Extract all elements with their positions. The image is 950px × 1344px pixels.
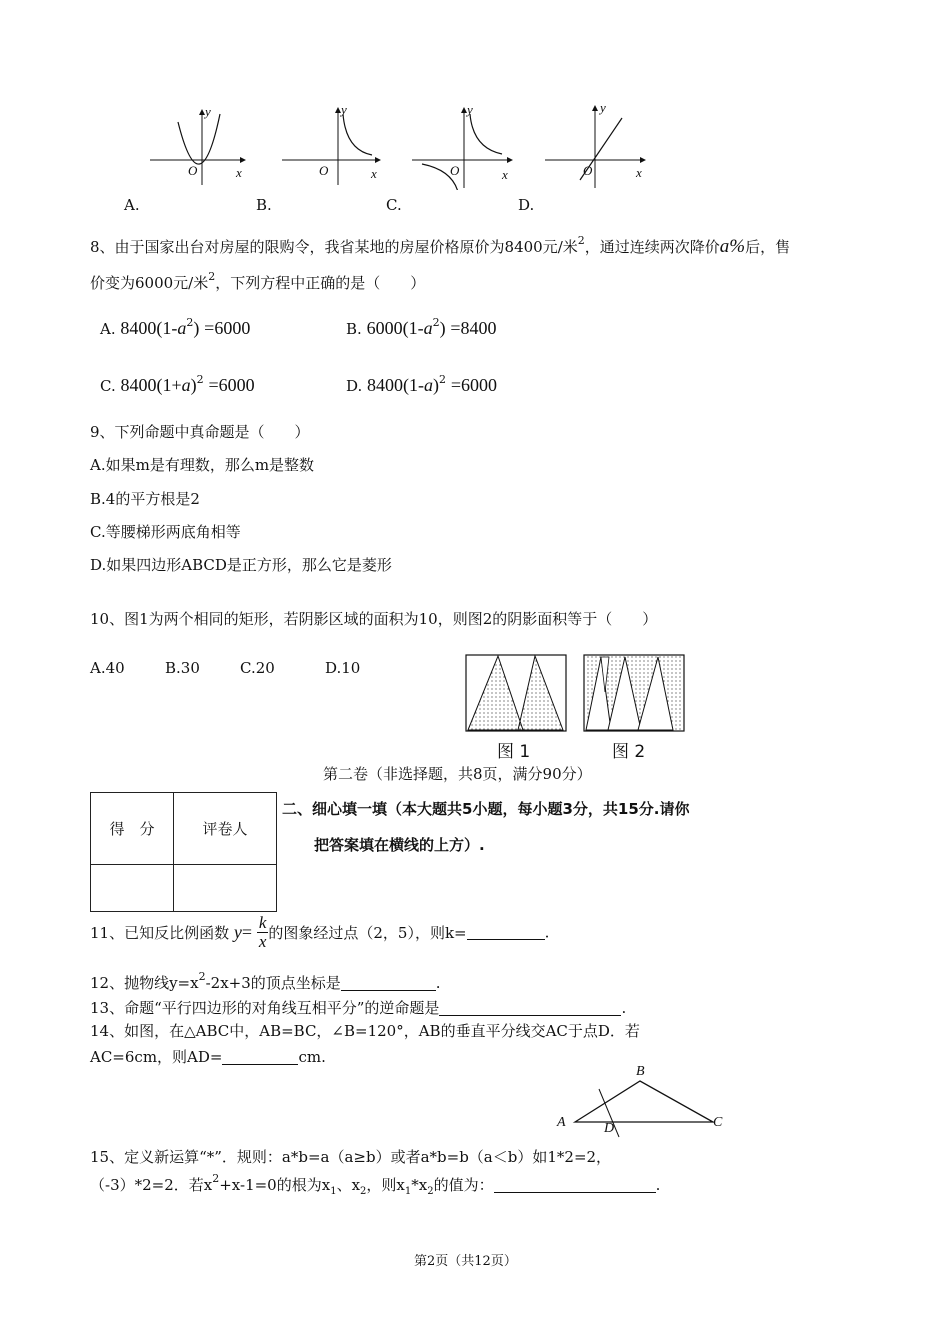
q8-option-c-rhs: =6000	[208, 375, 255, 395]
graph-b-y-label: y	[341, 102, 347, 117]
q8-option-d-close: )	[433, 375, 440, 395]
q15-pre: （-3）*2=2．若x	[90, 1176, 213, 1194]
q7-graphs	[140, 100, 660, 190]
q8-option-c-label: C.	[100, 377, 116, 395]
q14-line2-end: cm.	[298, 1048, 326, 1066]
q13-answer-blank[interactable]	[439, 1001, 621, 1016]
q15-sup: 2	[212, 1172, 220, 1185]
q10-figures	[463, 652, 693, 734]
graph-a-y-label: y	[205, 104, 211, 119]
q15-line1: 15、定义新运算“*”．规则：a*b=a（a≥b）或者a*b=b（a＜b）如1*2=2，	[90, 1148, 612, 1166]
q11-post: 的图象经过点（2，5），则k=	[268, 924, 467, 942]
graph-b-origin: O	[319, 163, 329, 178]
q11-answer-blank[interactable]	[467, 925, 545, 940]
q11	[90, 914, 549, 951]
score-table	[90, 792, 277, 912]
graph-d	[545, 106, 645, 188]
q12-post: -2x+3的顶点坐标是	[205, 974, 341, 992]
page-footer: 第2页（共12页）	[414, 1254, 517, 1269]
q8-option-c-var: a	[181, 375, 191, 395]
graph-c-y-label: y	[467, 102, 473, 117]
graph-a-origin: O	[188, 163, 198, 178]
q14-answer-blank[interactable]	[222, 1050, 298, 1065]
q7-option-b: B.	[256, 196, 272, 214]
q10-fig1-caption: 图 1	[497, 742, 531, 762]
q8-option-b-close: )	[439, 318, 446, 338]
grader-label: 评卷人	[174, 793, 277, 865]
graph-c-x-label: x	[502, 167, 508, 182]
q9-option-d: D.如果四边形ABCD是正方形，那么它是菱形	[90, 556, 392, 574]
q15-sub4: 2	[427, 1186, 434, 1197]
q15-sub3: 1	[404, 1186, 412, 1197]
figure-1	[466, 655, 566, 731]
q8-option-d	[346, 373, 497, 396]
q8-text-mid: ，通过连续两次降价	[584, 238, 720, 256]
q8-option-a-lhs: 8400(1-	[120, 318, 178, 338]
q15-mid2: ，则x	[366, 1176, 405, 1194]
q8-option-a-label: A.	[100, 320, 116, 338]
q15-sep: 、x	[336, 1176, 361, 1194]
q9-option-c: C.等腰梯形两底角相等	[90, 523, 241, 541]
graph-d-x-label: x	[636, 165, 642, 180]
section2-title: 第二卷（非选择题，共8页，满分90分）	[323, 765, 592, 783]
q8-option-d-label: D.	[346, 377, 363, 395]
q11-y: y	[233, 922, 242, 942]
q7-option-a: A.	[124, 196, 140, 214]
q15-mid: +x-1=0的根为x	[219, 1176, 331, 1194]
graph-d-origin: O	[583, 163, 593, 178]
q15-sub1: 1	[330, 1186, 337, 1197]
q11-end: .	[544, 923, 550, 942]
score-label: 得 分	[91, 793, 174, 865]
q12-end: .	[435, 974, 441, 992]
q14-label-b: B	[636, 1064, 645, 1079]
q9-option-a: A.如果m是有理数，那么m是整数	[90, 456, 315, 474]
q13	[90, 997, 626, 1018]
q8-option-c-close: )	[190, 375, 197, 395]
q14-label-c: C	[713, 1115, 723, 1130]
q10-fig2-caption: 图 2	[612, 742, 646, 762]
q7-option-d: D.	[518, 196, 535, 214]
q15-post: 的值为：	[433, 1176, 494, 1194]
q8-line2	[90, 270, 425, 293]
q13-text: 13、命题“平行四边形的对角线互相平分”的逆命题是	[90, 999, 440, 1017]
q8-option-c	[100, 373, 255, 396]
q7-option-c: C.	[386, 196, 402, 214]
q8-option-a-close: )	[193, 318, 200, 338]
q8-option-d-lhs: 8400(1-	[367, 375, 425, 395]
q8-option-b-var: a	[423, 318, 433, 338]
q10-option-b: B.30	[165, 659, 200, 677]
q15-sub2: 2	[360, 1186, 367, 1197]
q10-stem: 10、图1为两个相同的矩形，若阴影区域的面积为10，则图2的阴影面积等于（ ）	[90, 610, 658, 628]
figure-2	[584, 655, 684, 731]
q8-option-b-lhs: 6000(1-	[366, 318, 424, 338]
graph-c	[412, 108, 512, 190]
q13-end: .	[621, 999, 627, 1017]
graph-b	[282, 108, 380, 185]
q11-denominator: x	[258, 932, 267, 951]
q9-stem: 9、下列命题中真命题是（ ）	[90, 423, 310, 441]
q15-line2	[90, 1172, 660, 1197]
q15-star: *x	[411, 1176, 428, 1194]
q8-option-b-rhs: =8400	[450, 318, 497, 338]
graph-c-origin: O	[450, 163, 460, 178]
q8-option-d-rhs: =6000	[450, 375, 497, 395]
q8-rate: a%	[719, 236, 746, 257]
q8-option-b	[346, 316, 497, 339]
q14-triangle	[555, 1075, 730, 1140]
q12-pre: 12、抛物线y=x	[90, 974, 199, 992]
q11-numerator: k	[258, 913, 267, 932]
q11-fraction	[257, 914, 269, 951]
q11-eq: =	[241, 922, 253, 942]
graph-a	[150, 110, 245, 185]
q8-option-b-label: B.	[346, 320, 362, 338]
q14-line1: 14、如图，在△ABC中，AB=BC，∠B=120°，AB的垂直平分线交AC于点D．若	[90, 1022, 640, 1040]
q8-option-a-var: a	[177, 318, 187, 338]
q8-line1	[90, 234, 790, 258]
score-cell[interactable]	[91, 865, 174, 912]
q10-option-c: C.20	[240, 659, 275, 677]
q14-label-a: A	[557, 1115, 566, 1130]
q8-option-d-var: a	[424, 375, 434, 395]
q14-label-d: D	[604, 1121, 615, 1136]
q12	[90, 970, 441, 993]
q8-option-a	[100, 316, 250, 339]
q8-option-c-lhs: 8400(1+	[120, 375, 182, 395]
q15-answer-blank[interactable]	[494, 1178, 656, 1193]
q8-line2-sup: 2	[208, 270, 216, 283]
q14-line2	[90, 1046, 326, 1067]
q8-option-b-exp: 2	[432, 316, 440, 329]
q8-option-a-rhs: =6000	[204, 318, 251, 338]
graph-b-x-label: x	[371, 166, 377, 181]
graph-a-x-label: x	[236, 165, 242, 180]
q8-option-c-exp: 2	[196, 373, 204, 386]
q10-option-d: D.10	[325, 659, 361, 677]
q11-pre: 11、已知反比例函数	[90, 924, 230, 942]
q8-option-a-exp: 2	[186, 316, 194, 329]
q10-option-a: A.40	[90, 659, 125, 677]
q9-option-b: B.4的平方根是2	[90, 490, 200, 508]
q14-line2-text: AC=6cm，则AD=	[90, 1048, 223, 1066]
q8-line2-text: 价变为6000元/米	[90, 274, 209, 292]
section2-heading-line2: 把答案填在横线的上方）.	[314, 836, 485, 854]
grader-cell[interactable]	[174, 865, 277, 912]
q8-text: 8、由于国家出台对房屋的限购令，我省某地的房屋价格原价为8400元/米	[90, 238, 578, 256]
graph-d-y-label: y	[600, 100, 606, 115]
q8-option-d-exp: 2	[439, 373, 447, 386]
q15-end: .	[655, 1176, 661, 1194]
q12-sup: 2	[198, 970, 206, 983]
q8-line2-end: ，下列方程中正确的是（ ）	[215, 274, 426, 292]
section2-heading-line1: 二、细心填一填（本大题共5小题，每小题3分，共15分.请你	[282, 800, 690, 818]
q8-sup: 2	[577, 234, 585, 247]
q8-text-end: 后，售	[745, 238, 791, 256]
q12-answer-blank[interactable]	[341, 976, 436, 991]
